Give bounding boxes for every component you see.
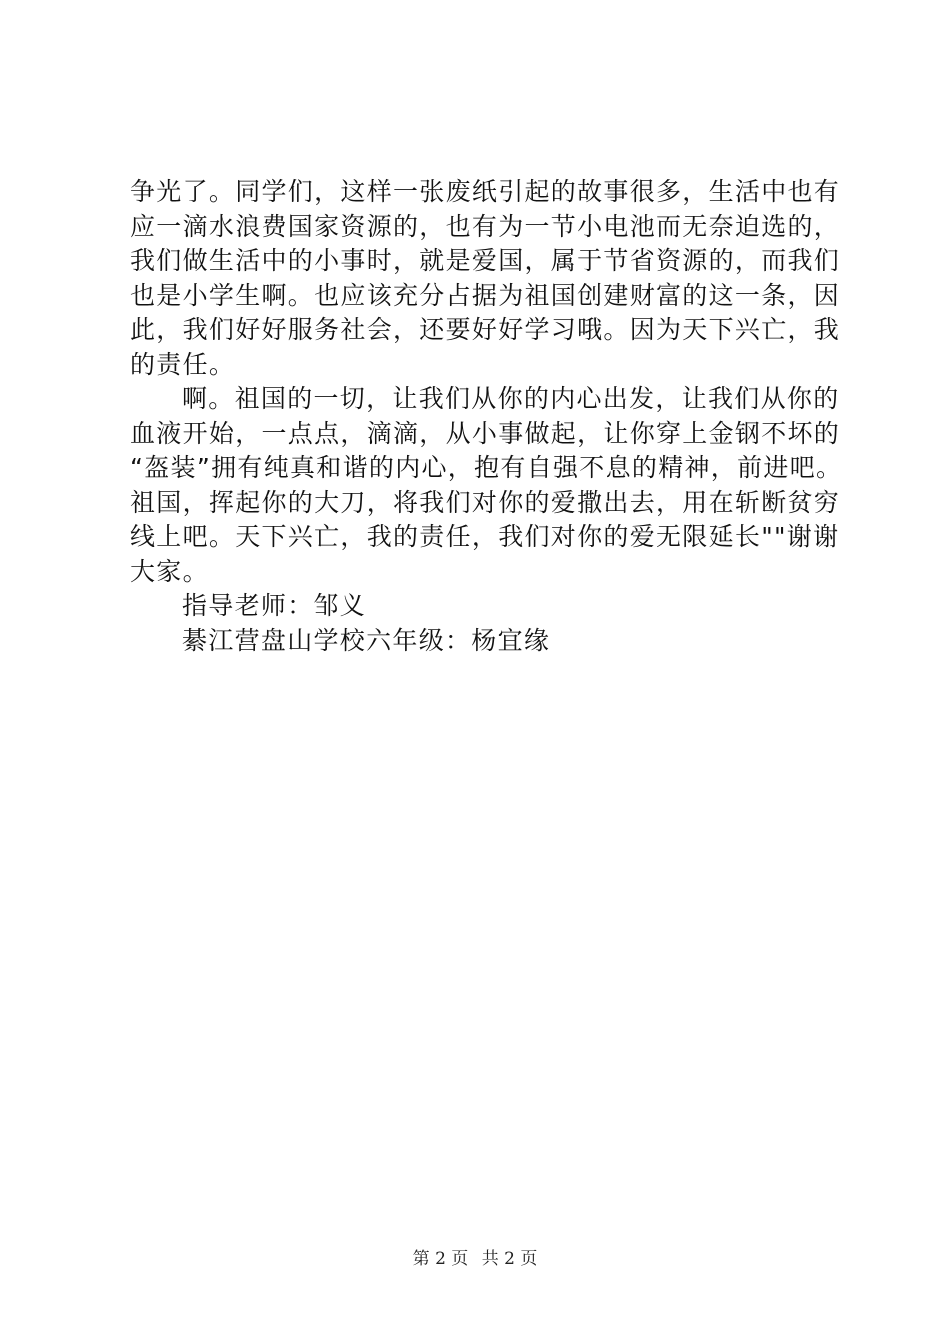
page-number: 第 2 页: [412, 1249, 469, 1269]
page-footer: [0, 1244, 950, 1269]
text-line: 线上吧。天下兴亡，我的责任，我们对你的爱无限延长""谢谢: [130, 522, 840, 551]
text-line: 应一滴水浪费国家资源的，也有为一节小电池而无奈迫选的，: [130, 211, 841, 241]
teacher-credit: 指导老师：邹义: [182, 591, 367, 620]
paragraph: [130, 175, 840, 382]
text-line: “盔装”拥有纯真和谐的内心，抱有自强不息的精神，前进吧。: [130, 453, 843, 482]
signature-block: [130, 589, 840, 658]
document-body: [130, 175, 843, 658]
text-line: 的责任。: [130, 349, 236, 379]
text-line: 祖国，挥起你的大刀，将我们对你的爱撒出去，用在斩断贫穷: [130, 487, 841, 517]
student-credit: 綦江营盘山学校六年级：杨宜缘: [182, 625, 551, 655]
text-line: 血液开始，一点点，滴滴，从小事做起，让你穿上金钢不坏的: [130, 418, 841, 448]
text-line: 啊。祖国的一切，让我们从你的内心出发，让我们从你的: [182, 384, 840, 413]
text-line: 也是小学生啊。也应该充分占据为祖国创建财富的这一条，因: [130, 280, 841, 310]
text-line: 此，我们好好服务社会，还要好好学习哦。因为天下兴亡，我: [130, 315, 841, 344]
page-total: 共 2 页: [481, 1249, 538, 1269]
text-line: 争光了。同学们，这样一张废纸引起的故事很多，生活中也有: [130, 177, 841, 206]
paragraph: [130, 382, 843, 589]
text-line: 我们做生活中的小事时，就是爱国，属于节省资源的，而我们: [130, 246, 841, 275]
text-line: 大家。: [130, 556, 209, 586]
